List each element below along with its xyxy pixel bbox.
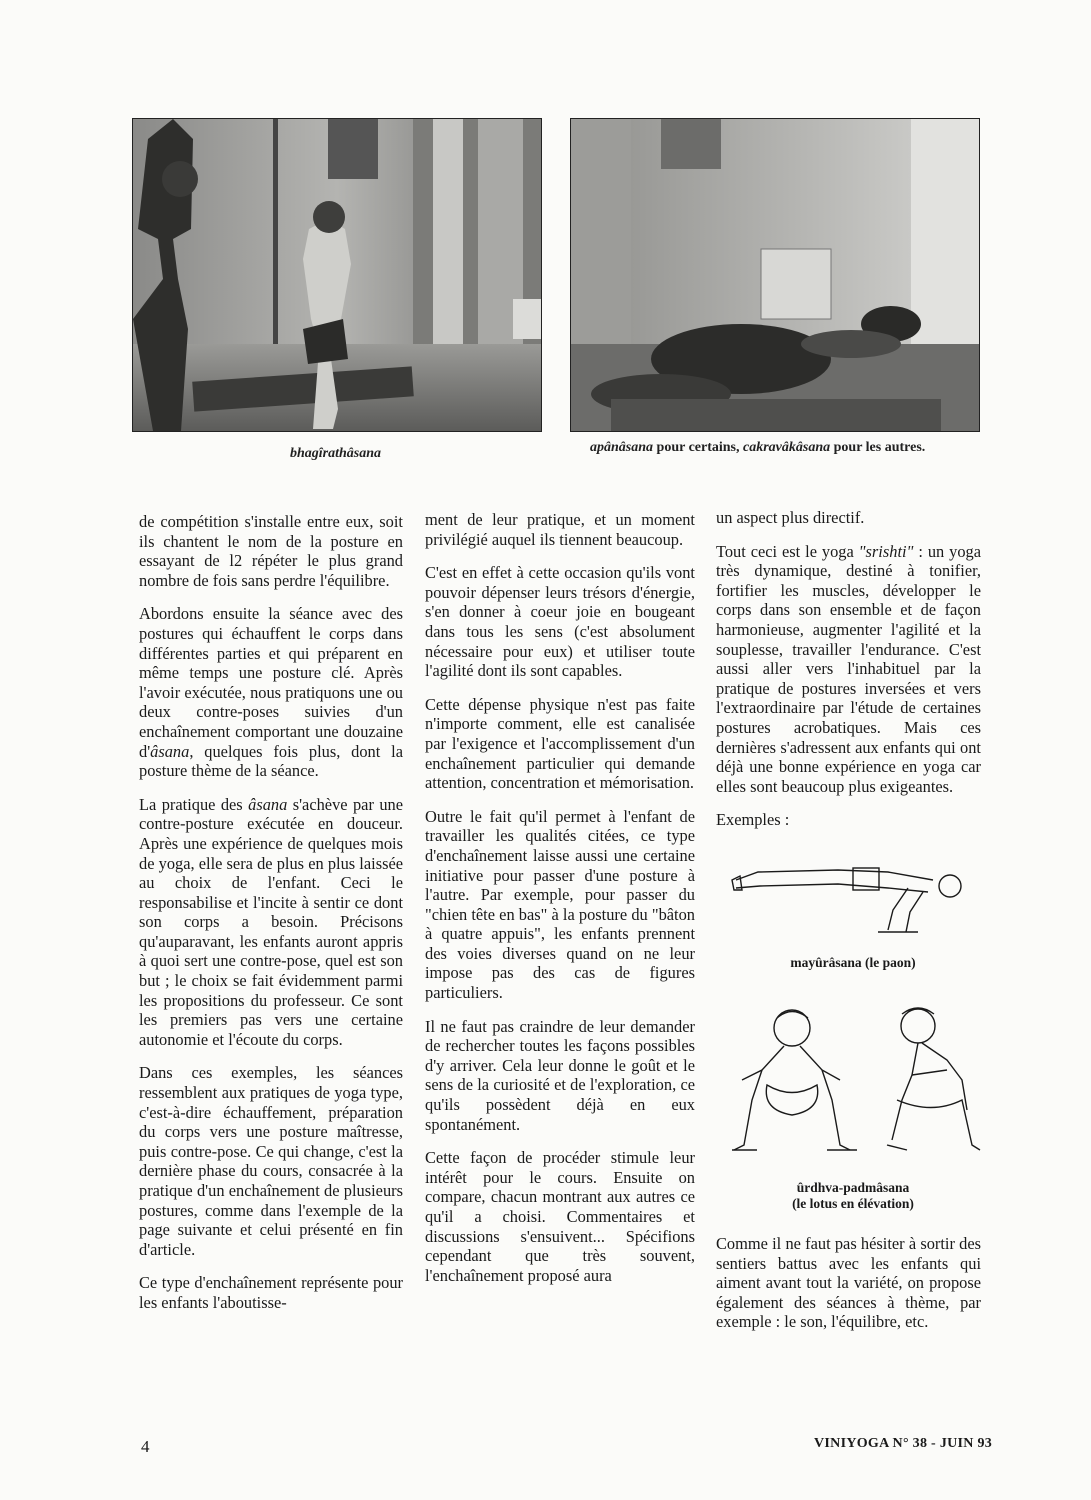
paragraph: de compétition s'installe entre eux, soit ils chantent le nom de la posture en essayant de l2 répéter le plus grand nombre de fois sans perdre l'équilibre. — [139, 512, 403, 590]
paragraph: Cette façon de procéder stimule leur intérêt pour le cours. Ensuite on compare, chacun montrant aux autres ce qu'il a choisi. Commentaires et discussions s'ensuivent... Spécifions cependant que très souvent, l'enchaînement proposé aura — [425, 1148, 695, 1285]
paragraph: Abordons ensuite la séance avec des postures qui échauffent le corps dans différentes parties et qui préparent en même temps une posture clé. Après l'avoir exécutée, nous pratiquons une ou deux contre-poses suivies d'un enchaînement comportant une douzaine d'âsana, quelques fois plus, dont la posture thème de la séance. — [139, 604, 403, 781]
paragraph: Dans ces exemples, les séances ressemblent aux pratiques de yoga type, c'est-à-dire échauffement, préparation du corps vers une posture maîtresse, puis contre-pose. Ce qui change, c'est la dernière phase du cours, consacrée à la pratique d'un enchaînement de plusieurs postures, comme dans l'exemple de la page suivante et celui présenté en fin d'article. — [139, 1063, 403, 1259]
paragraph: Exemples : — [716, 810, 790, 830]
photo-caption-left: bhagîrathâsana — [290, 446, 382, 461]
paragraph: Tout ceci est le yoga "srishti" : un yoga très dynamique, destiné à tonifier, fortifier les muscles, développer le corps dans son ensemble et de façon harmonieuse, augmenter l'agilité et la souplesse, travailler l'endurance. C'est aussi aller vers l'inhabituel par la pratique de postures inversées et vers l'extraordinaire par l'étude de certaines postures acrobatiques. Mais ces dernières s'adressent aux enfants qui ont déjà une bonne expérience en yoga car elles sont beaucoup plus exigeantes. — [716, 541, 981, 796]
urdhva-padmasana-illustration — [722, 1000, 984, 1165]
paragraph: ment de leur pratique, et un moment privilégié auquel ils tiennent beaucoup. — [425, 510, 695, 549]
paragraph: Outre le fait qu'il permet à l'enfant de travailler les qualités citées, ce type d'enchaînement laisse aussi une certaine initiative pour passer d'une posture à l'autre. Par exemple, pour passer du "chien tête en bas" à la posture du "bâton à quatre appuis", les enfants prennent des voies diverses quand on ne leur impose pas des cas de figures particuliers. — [425, 806, 695, 1003]
journal-issue: VINIYOGA N° 38 - JUIN 93 — [814, 1436, 993, 1451]
urdhva-padmasana-caption: ûrdhva-padmâsana (le lotus en élévation) — [792, 1180, 914, 1211]
column-2 — [425, 510, 695, 1299]
paragraph: Ce type d'enchaînement représente pour les enfants l'aboutisse- — [139, 1273, 403, 1312]
photo-apanasana — [570, 118, 980, 432]
paragraph: un aspect plus directif. — [716, 508, 865, 527]
mayurasana-illustration — [728, 850, 978, 940]
column-3-top — [716, 508, 981, 844]
page-number: 4 — [141, 1437, 150, 1456]
photo-caption-right: apânâsana pour certains, cakravâkâsana pour les autres. — [590, 440, 926, 455]
photo-bhagirathasana — [132, 118, 542, 432]
paragraph: C'est en effet à cette occasion qu'ils vont pouvoir dépenser leurs trésors d'énergie, s'en donner à coeur joie en bougeant dans tous les sens (c'est absolument nécessaire pour eux) et utiliser toute l'agilité dont ils sont capables. — [425, 563, 695, 681]
paragraph: Il ne faut pas craindre de leur demander de rechercher toutes les façons possibles d'y arriver. Cela leur donne le goût et le sens de la curiosité et de l'exploration, ce qu'ils possèdent déjà en eux spontanément. — [425, 1016, 695, 1134]
column-3-bottom — [716, 1234, 981, 1346]
column-1 — [139, 512, 403, 1327]
paragraph: Cette dépense physique n'est pas faite n'importe comment, elle est canalisée par l'exigence et l'accomplissement d'un enchaînement particulier qui demande attention, concentration et mémorisation. — [425, 694, 695, 793]
paragraph: La pratique des âsana s'achève par une contre-posture exécutée en douceur. Après une expérience de quelques mois de yoga, elle sera de plus en plus laissée au choix de l'enfant. Ceci le responsabilise et l'incite à sentir ce dont son corps a besoin. Précisons qu'auparavant, les enfants auront appris à quoi sert une contre-pose, quel est son but ; le choix se fait évidemment parmi les propositions du professeur. Ce sont les premiers pas vers une certaine autonomie et l'écoute du corps. — [139, 794, 403, 1049]
mayurasana-caption: mayûrâsana (le paon) — [790, 955, 916, 970]
paragraph: Comme il ne faut pas hésiter à sortir des sentiers battus avec les enfants qui aiment avant tout la variété, on propose également des séances à thème, par exemple : le son, l'équilibre, etc. — [716, 1234, 981, 1332]
